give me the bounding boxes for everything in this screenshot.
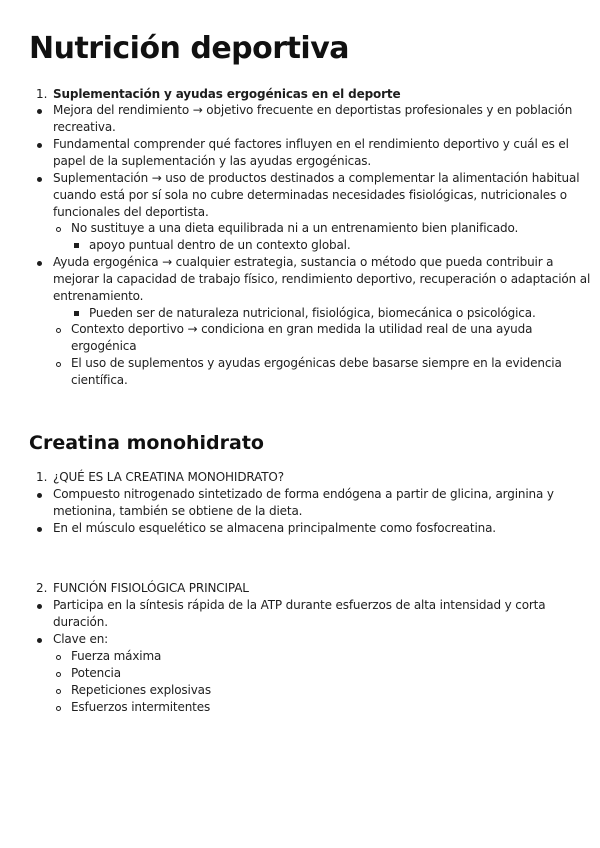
list-item-text: recreativa. (53, 120, 116, 134)
list-subsubitem-text: Pueden ser de naturaleza nutricional, fisiológica, biomecánica o psicológica. (89, 306, 536, 320)
list-item-text: papel de la suplementación y las ayudas ergogénicas. (53, 154, 372, 168)
list-item-text: Suplementación → uso de productos destinados a complementar la alimentación habitual (53, 171, 580, 185)
bullet-circle (56, 362, 61, 367)
list-item-text: entrenamiento. (53, 289, 144, 303)
bullet-disc (37, 604, 42, 609)
bullet-disc (37, 493, 42, 498)
list-item-text: metionina, también se obtiene de la dieta. (53, 504, 303, 518)
bullet-square (74, 243, 79, 248)
list-number: 2. (36, 581, 48, 595)
section-heading: Suplementación y ayudas ergogénicas en el deporte (53, 87, 401, 101)
list-item-text: duración. (53, 615, 108, 629)
bullet-circle (56, 689, 61, 694)
list-item-text: funcionales del deportista. (53, 205, 209, 219)
list-item-text: cuando está por sí sola no cubre determinadas necesidades fisiológicas, nutricionales o (53, 188, 567, 202)
bullet-disc (37, 638, 42, 643)
bullet-circle (56, 706, 61, 711)
list-number: 1. (36, 470, 48, 484)
section-title: Creatina monohidrato (29, 432, 264, 454)
list-subsubitem-text: apoyo puntual dentro de un contexto global. (89, 238, 351, 252)
bullet-circle (56, 227, 61, 232)
bullet-circle (56, 328, 61, 333)
bullet-disc (37, 177, 42, 182)
bullet-disc (37, 143, 42, 148)
bullet-circle (56, 655, 61, 660)
list-subitem-text: Contexto deportivo → condiciona en gran medida la utilidad real de una ayuda (71, 322, 533, 336)
bullet-square (74, 311, 79, 316)
list-item-text: Compuesto nitrogenado sintetizado de forma endógena a partir de glicina, arginina y (53, 487, 554, 501)
bullet-disc (37, 109, 42, 114)
list-subitem-text: Potencia (71, 666, 121, 680)
list-item-text: Mejora del rendimiento → objetivo frecuente en deportistas profesionales y en población (53, 103, 573, 117)
list-subitem-text: Esfuerzos intermitentes (71, 700, 211, 714)
list-subitem-text: Fuerza máxima (71, 649, 162, 663)
subsection-heading: ¿QUÉ ES LA CREATINA MONOHIDRATO? (53, 470, 284, 484)
list-subitem-text: El uso de suplementos y ayudas ergogénicas debe basarse siempre en la evidencia (71, 356, 562, 370)
page-title: Nutrición deportiva (29, 31, 349, 66)
list-item-text: Participa en la síntesis rápida de la ATP durante esfuerzos de alta intensidad y corta (53, 598, 546, 612)
list-subitem-text: ergogénica (71, 339, 137, 353)
list-subitem-text: No sustituye a una dieta equilibrada ni a un entrenamiento bien planificado. (71, 221, 519, 235)
bullet-disc (37, 527, 42, 532)
list-item-text: Ayuda ergogénica → cualquier estrategia, sustancia o método que pueda contribuir a (53, 255, 554, 269)
bullet-disc (37, 261, 42, 266)
list-item-text: Clave en: (53, 632, 109, 646)
subsection-heading: FUNCIÓN FISIOLÓGICA PRINCIPAL (53, 581, 249, 595)
list-item-text: En el músculo esquelético se almacena principalmente como fosfocreatina. (53, 521, 496, 535)
list-subitem-text: Repeticiones explosivas (71, 683, 211, 697)
list-number: 1. (36, 87, 48, 101)
list-subitem-text: científica. (71, 373, 128, 387)
bullet-circle (56, 672, 61, 677)
list-item-text: Fundamental comprender qué factores influyen en el rendimiento deportivo y cuál es el (53, 137, 569, 151)
list-item-text: mejorar la capacidad de trabajo físico, rendimiento deportivo, recuperación o adaptación al (53, 272, 591, 286)
